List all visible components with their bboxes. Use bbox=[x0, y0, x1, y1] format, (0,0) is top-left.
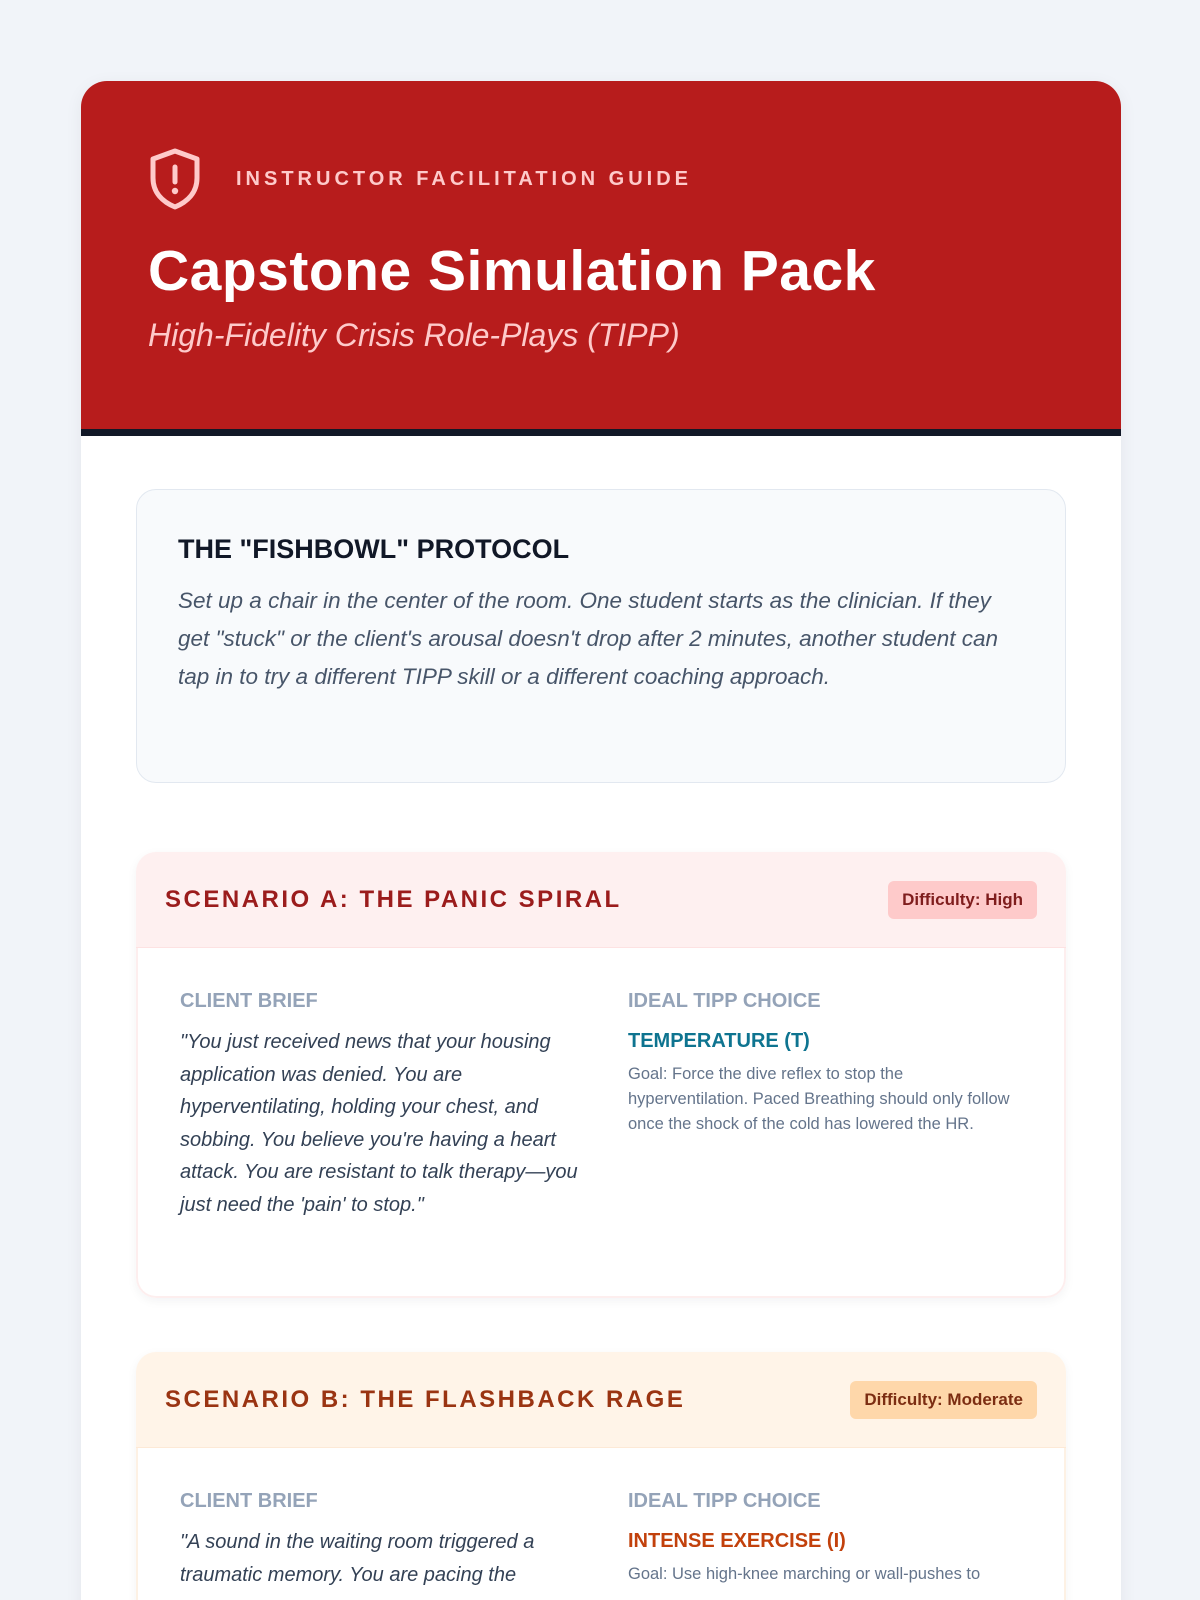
scenario-header bbox=[136, 1352, 1066, 1448]
client-brief-label: CLIENT BRIEF bbox=[180, 990, 318, 1012]
scenario-title: SCENARIO B: THE FLASHBACK RAGE bbox=[165, 1385, 686, 1413]
eyebrow-row bbox=[148, 147, 1055, 211]
client-brief-text: "You just received news that your housing application was denied. You are hyperventilating, holding your chest, and sobbing. You believe you're having a heart attack. You are resistant to talk therapy—you just need the 'pain' to stop." bbox=[180, 1031, 578, 1216]
shield-alert-icon bbox=[148, 147, 202, 211]
difficulty-badge: Difficulty: High bbox=[888, 881, 1037, 919]
page-subtitle: High-Fidelity Crisis Role-Plays (TIPP) bbox=[148, 317, 680, 353]
scenario-header bbox=[136, 852, 1066, 948]
guide-page bbox=[81, 81, 1121, 1600]
client-brief-text: "A sound in the waiting room triggered a traumatic memory. You are pacing the bbox=[180, 1531, 535, 1586]
scenario-card bbox=[136, 1352, 1066, 1600]
tipp-choice-label: IDEAL TIPP CHOICE bbox=[628, 990, 821, 1012]
protocol-text: Set up a chair in the center of the room. One student starts as the clinician. If they get "stuck" or the client's arousal doesn't drop after 2 minutes, another student can tap in to try a different TIPP skill or a different coaching approach. bbox=[178, 588, 999, 689]
tipp-goal-text: Goal: Force the dive reflex to stop the hyperventilation. Paced Breathing should only follow once the shock of the cold has lowered the HR. bbox=[628, 1065, 1010, 1133]
scenario-card bbox=[136, 852, 1066, 1298]
tipp-choice-label: IDEAL TIPP CHOICE bbox=[628, 1490, 821, 1512]
client-brief-column bbox=[180, 988, 586, 1296]
scenario-title: SCENARIO A: THE PANIC SPIRAL bbox=[165, 885, 622, 913]
difficulty-badge: Difficulty: Moderate bbox=[850, 1381, 1037, 1419]
client-brief-label: CLIENT BRIEF bbox=[180, 1490, 318, 1512]
tipp-choice-value: INTENSE EXERCISE (I) bbox=[628, 1530, 846, 1552]
page-title: Capstone Simulation Pack bbox=[148, 239, 876, 303]
tipp-goal-text: Goal: Use high-knee marching or wall-pushes to bbox=[628, 1565, 981, 1583]
tipp-choice-column bbox=[628, 1488, 1024, 1600]
eyebrow-label: INSTRUCTOR FACILITATION GUIDE bbox=[236, 167, 692, 190]
protocol-title: THE "FISHBOWL" PROTOCOL bbox=[178, 534, 570, 564]
tipp-choice-column bbox=[628, 988, 1024, 1296]
protocol-card bbox=[136, 489, 1066, 783]
tipp-choice-value: TEMPERATURE (T) bbox=[628, 1030, 810, 1052]
scenario-body bbox=[136, 1448, 1066, 1600]
guide-content bbox=[81, 436, 1121, 1600]
client-brief-column bbox=[180, 1488, 586, 1600]
guide-header bbox=[81, 81, 1121, 436]
scenario-body bbox=[136, 948, 1066, 1298]
